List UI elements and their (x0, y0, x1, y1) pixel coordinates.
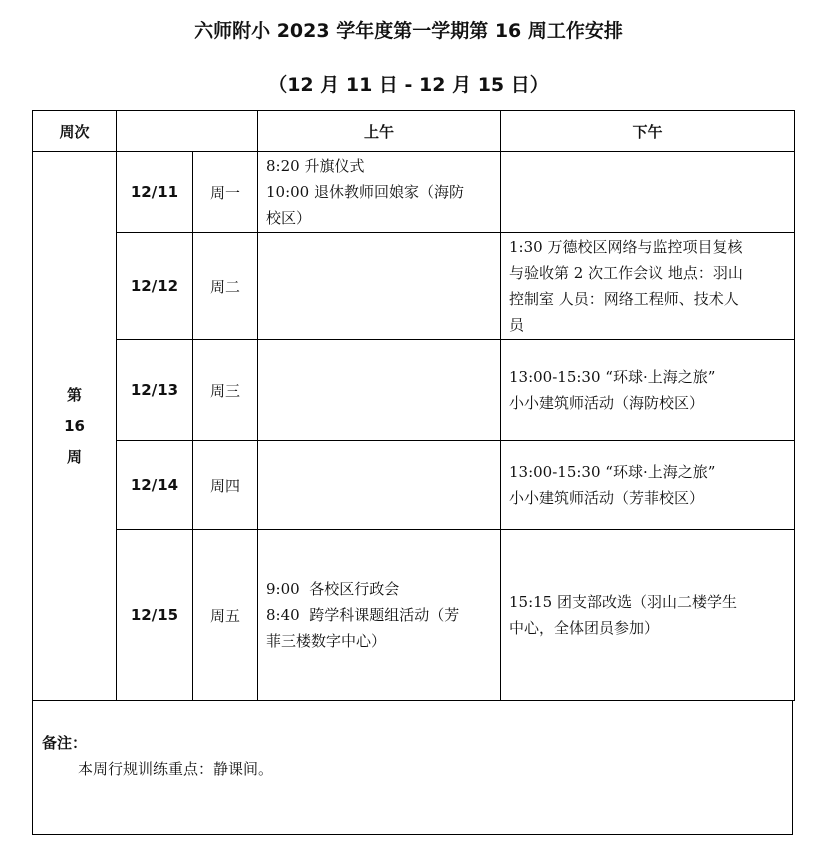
morning-cell (258, 233, 501, 340)
morning-cell (258, 152, 501, 233)
date-cell: 12/12 (117, 233, 193, 340)
afternoon-cell (501, 340, 795, 441)
weekday-cell: 周五 (193, 530, 258, 701)
header-blank (117, 111, 258, 152)
week-prefix: 第 (66, 385, 82, 404)
morning-cell (258, 340, 501, 441)
date-cell: 12/13 (117, 340, 193, 441)
morning-line: 8:40 跨学科课题组活动（芳 (266, 606, 460, 624)
afternoon-line: 控制室 人员：网络工程师、技术人 (509, 290, 739, 308)
table-row (33, 233, 795, 340)
afternoon-line: 15:15 团支部改选（羽山二楼学生 (509, 593, 737, 611)
notes-box (32, 700, 793, 835)
weekday-cell: 周一 (193, 152, 258, 233)
table-row (33, 530, 795, 701)
date-cell: 12/11 (117, 152, 193, 233)
morning-cell (258, 441, 501, 530)
afternoon-line: 1:30 万德校区网络与监控项目复核 (509, 238, 743, 256)
morning-cell (258, 530, 501, 701)
afternoon-cell (501, 233, 795, 340)
header-afternoon: 下午 (501, 111, 795, 152)
morning-line: 9:00 各校区行政会 (266, 580, 400, 598)
week-number-cell (33, 152, 117, 701)
afternoon-cell (501, 152, 795, 233)
afternoon-cell (501, 530, 795, 701)
morning-line: 8:20 升旗仪式 (266, 157, 365, 175)
afternoon-line: 与验收第 2 次工作会议 地点：羽山 (509, 264, 743, 282)
schedule-table (32, 110, 795, 701)
date-range-subtitle: （12 月 11 日 - 12 月 15 日） (268, 74, 549, 96)
header-morning: 上午 (258, 111, 501, 152)
weekday-cell: 周二 (193, 233, 258, 340)
week-suffix: 周 (66, 447, 82, 466)
date-cell: 12/14 (117, 441, 193, 530)
afternoon-line: 中心，全体团员参加） (509, 619, 660, 637)
afternoon-line: 13:00-15:30 “环球·上海之旅” (509, 368, 716, 386)
afternoon-line: 13:00-15:30 “环球·上海之旅” (509, 463, 716, 481)
week-number: 16 (64, 416, 85, 435)
table-row (33, 340, 795, 441)
afternoon-line: 员 (509, 316, 525, 334)
morning-line: 菲三楼数字中心） (266, 632, 387, 650)
weekday-cell: 周三 (193, 340, 258, 441)
notes-text: 本周行规训练重点：静课间。 (78, 760, 274, 778)
table-row (33, 152, 795, 233)
notes-label: 备注： (42, 734, 88, 752)
header-week: 周次 (33, 111, 117, 152)
afternoon-line: 小小建筑师活动（芳菲校区） (509, 489, 705, 507)
page-title: 六师附小 2023 学年度第一学期第 16 周工作安排 (194, 20, 623, 42)
table-header-row (33, 111, 795, 152)
morning-line: 校区） (266, 209, 312, 227)
weekday-cell: 周四 (193, 441, 258, 530)
date-cell: 12/15 (117, 530, 193, 701)
afternoon-line: 小小建筑师活动（海防校区） (509, 394, 705, 412)
morning-line: 10:00 退休教师回娘家（海防 (266, 183, 464, 201)
afternoon-cell (501, 441, 795, 530)
table-row (33, 441, 795, 530)
